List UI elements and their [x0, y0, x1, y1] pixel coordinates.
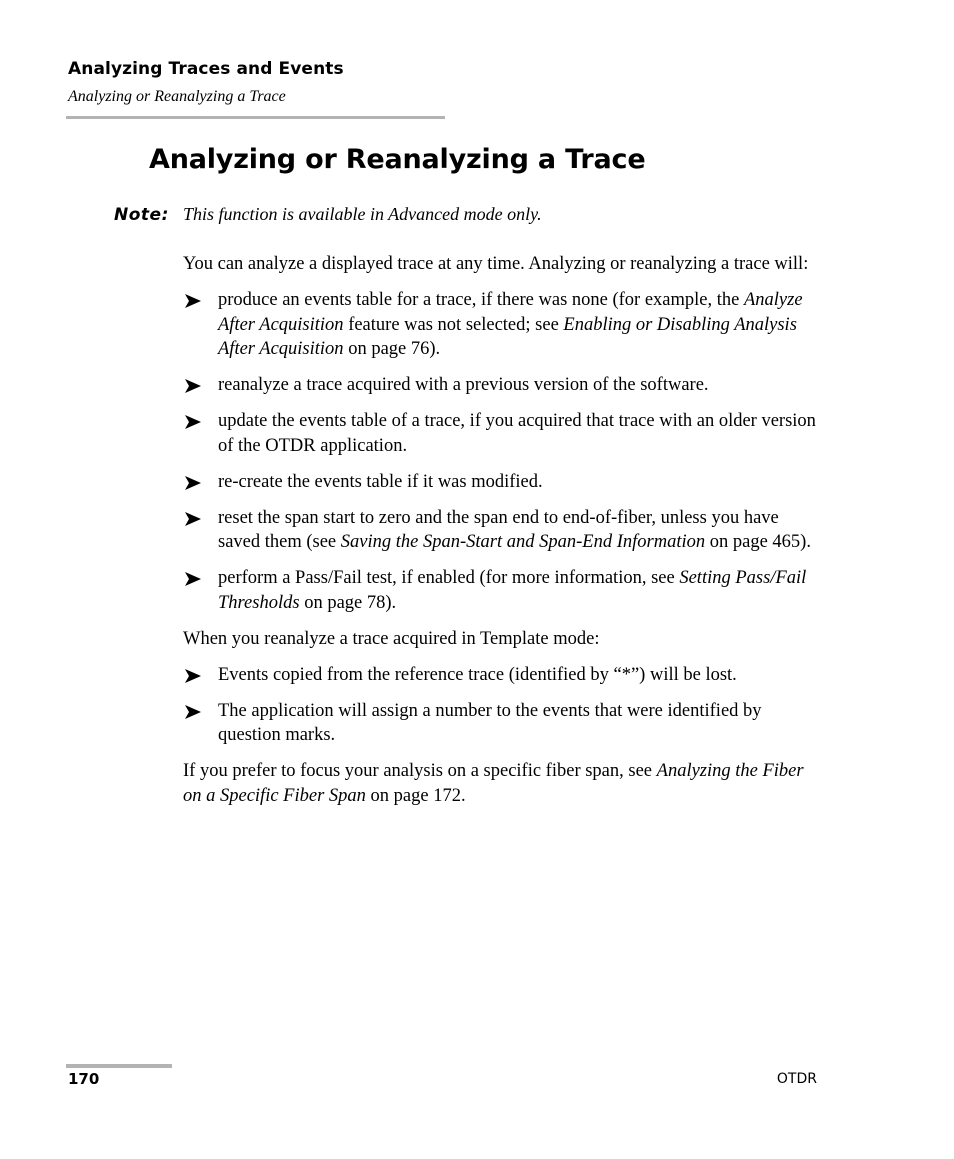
arrowhead-bullet-icon [183, 375, 203, 395]
list-item: Events copied from the reference trace (identified by “*”) will be lost. [183, 663, 823, 688]
arrowhead-bullet-icon [183, 472, 203, 492]
arrowhead-bullet-icon [183, 665, 203, 685]
header-rule [66, 116, 445, 119]
arrowhead-bullet-icon [183, 411, 203, 431]
page-number: 170 [68, 1070, 100, 1088]
list-item: reset the span start to zero and the span end to end-of-fiber, unless you have saved them (see Saving the Span-Start and Span-End Information on page 465). [183, 506, 823, 555]
arrowhead-bullet-icon [183, 568, 203, 588]
page-title: Analyzing or Reanalyzing a Trace [149, 144, 646, 175]
list-item: The application will assign a number to the events that were identified by question marks. [183, 699, 823, 748]
note-text: This function is available in Advanced mode only. [183, 204, 542, 224]
arrowhead-bullet-icon [183, 508, 203, 528]
capabilities-list [183, 288, 823, 615]
template-mode-list [183, 663, 823, 748]
xref-analyzing-fiber-span[interactable]: Analyzing the Fiber on a Specific Fiber Span [183, 761, 804, 806]
xref-saving-span-info[interactable]: Saving the Span-Start and Span-End Information [340, 532, 706, 552]
running-header-section: Analyzing or Reanalyzing a Trace [68, 88, 286, 105]
list-item: re-create the events table if it was modified. [183, 470, 823, 495]
closing-paragraph: If you prefer to focus your analysis on a specific fiber span, see Analyzing the Fiber on a Specific Fiber Span on page 172. [183, 761, 804, 806]
footer-rule [66, 1064, 172, 1068]
list-item: reanalyze a trace acquired with a previous version of the software. [183, 373, 823, 398]
running-header-chapter: Analyzing Traces and Events [68, 59, 344, 79]
list-item: perform a Pass/Fail test, if enabled (for more information, see Setting Pass/Fail Thresholds on page 78). [183, 566, 823, 615]
template-mode-paragraph: When you reanalyze a trace acquired in Template mode: [183, 628, 600, 649]
xref-setting-pass-fail-thresholds[interactable]: Setting Pass/Fail Thresholds [218, 568, 807, 613]
xref-analyze-after-acquisition: Analyze After Acquisition [218, 290, 803, 335]
list-item: update the events table of a trace, if you acquired that trace with an older version of the OTDR application. [183, 409, 823, 458]
arrowhead-bullet-icon [183, 701, 203, 721]
note-label: Note: [114, 205, 169, 225]
list-item: produce an events table for a trace, if there was none (for example, the Analyze After Acquisition feature was not selected; see Enabling or Disabling Analysis After Acquisition on page 76). [183, 288, 823, 362]
xref-enabling-disabling-analysis[interactable]: Enabling or Disabling Analysis After Acquisition [218, 314, 797, 359]
product-name: OTDR [776, 1071, 817, 1087]
intro-paragraph: You can analyze a displayed trace at any time. Analyzing or reanalyzing a trace will: [183, 254, 809, 274]
body-text [183, 252, 823, 820]
arrowhead-bullet-icon [183, 290, 203, 310]
